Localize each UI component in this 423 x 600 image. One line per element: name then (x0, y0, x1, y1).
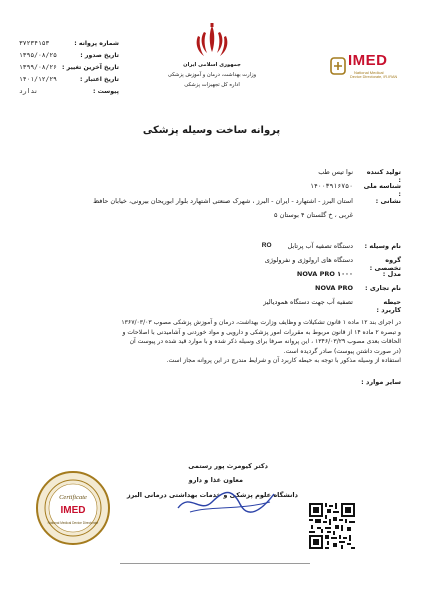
seal-ring-text: National Medical Device Directorate (47, 521, 99, 525)
gov-title-line-3: اداره کل تجهیزات پزشکی (184, 82, 240, 88)
device-name-code: RO (261, 242, 272, 249)
other-items-label: سایر موارد : (361, 378, 401, 386)
meta-attachment: پیوست : ندارد (19, 88, 119, 95)
page-title: پروانه ساخت وسیله پزشکی (142, 125, 281, 136)
imed-brand-text: IMED (348, 52, 388, 69)
signatory-name: دکتر کیومرث پور رستمی (188, 462, 268, 470)
address-line-2: غربی ، خ گلستان ۴ بوستان ۵ (274, 211, 353, 219)
meta-last-change-date: تاریخ آخرین تغییر : ۱۳۹۹/۰۸/۲۶ (19, 64, 119, 71)
meta-issue-date: تاریخ صدور : ۱۳۹۵/۰۸/۲۵ (19, 52, 119, 59)
seal-certificate-text: Certificate (59, 494, 87, 501)
device-group-row: گروه تخصصی : دستگاه های ارولوژی و نفرولوژی (264, 256, 401, 272)
footer-divider (120, 563, 310, 564)
national-id-row: شناسه ملی : ۱۴۰۰۳۹۱۶۷۵۰ (309, 182, 401, 198)
imed-sub-1: National Medical (354, 70, 384, 75)
signatory-role: معاون غذا و دارو (188, 476, 243, 484)
seal-brand-text: IMED (60, 505, 86, 516)
meta-license-number: شماره پروانه : ۳۷۲۳۴۱۵۳ (19, 40, 119, 47)
imed-sub-2: Device Directorate, IR.IRAN (350, 75, 398, 79)
imed-logo (330, 50, 410, 84)
meta-validity-date: تاریخ اعتبار : ۱۴۰۱/۱۲/۲۹ (19, 76, 119, 83)
device-model-row: مدل : NOVA PRO ۱۰۰۰ (296, 270, 401, 278)
iran-emblem-icon (192, 22, 232, 60)
gov-title-line-1: جمهوری اسلامی ایران (183, 62, 241, 68)
device-usage-row: حیطه کاربرد : تصفیه آب جهت دستگاه همودیالیز (263, 298, 401, 314)
gov-title-line-2: وزارت بهداشت، درمان و آموزش پزشکی (167, 72, 257, 78)
manufacturer-row: تولید کننده : نوا تیس طب (318, 168, 401, 184)
handwritten-signature (170, 480, 290, 520)
device-trade-name-row: نام تجاری : NOVA PRO (315, 284, 401, 292)
device-name-row: نام وسیله : دستگاه تصفیه آب پرتابل RO (261, 242, 401, 250)
signatory-organization: دانشگاه علوم پزشکی و خدمات بهداشتی درمانی البرز (126, 491, 298, 499)
imed-mark-icon (330, 56, 346, 76)
legal-text: در اجرای بند ۱۲ ماده ۱ قانون تشکیلات و وظایف وزارت بهداشت، درمان و آموزش پزشکی مصوب ۱۳۶۷/۰۳/۰۳ و تبصره ۲ ماده ۱۴ از قانون مربوط به مقررات امور پزشکی و دارویی و مواد خوردنی و آشامیدنی با اصلاحات و الحاقات بعدی مصوب ۱۳۴۶/۰۳/۲۹ ، این پروانه صرفا برای وسیله ذکر شده و با موارد قید شده در پیوست آن (در صورت داشتن پیوست) صادر گردیده است. استفاده از وسیله مذکور با توجه به حیطه کاربرد آن و شرایط مندرج در این پروانه مجاز است. (121, 319, 401, 364)
qr-code (309, 503, 355, 549)
address-row: نشانی : استان البرز - اشتهارد - ایران - البرز ، شهرک صنعتی اشتهارد بلوار ابوریحان بیرونی، خیابان حافظ (93, 197, 401, 205)
